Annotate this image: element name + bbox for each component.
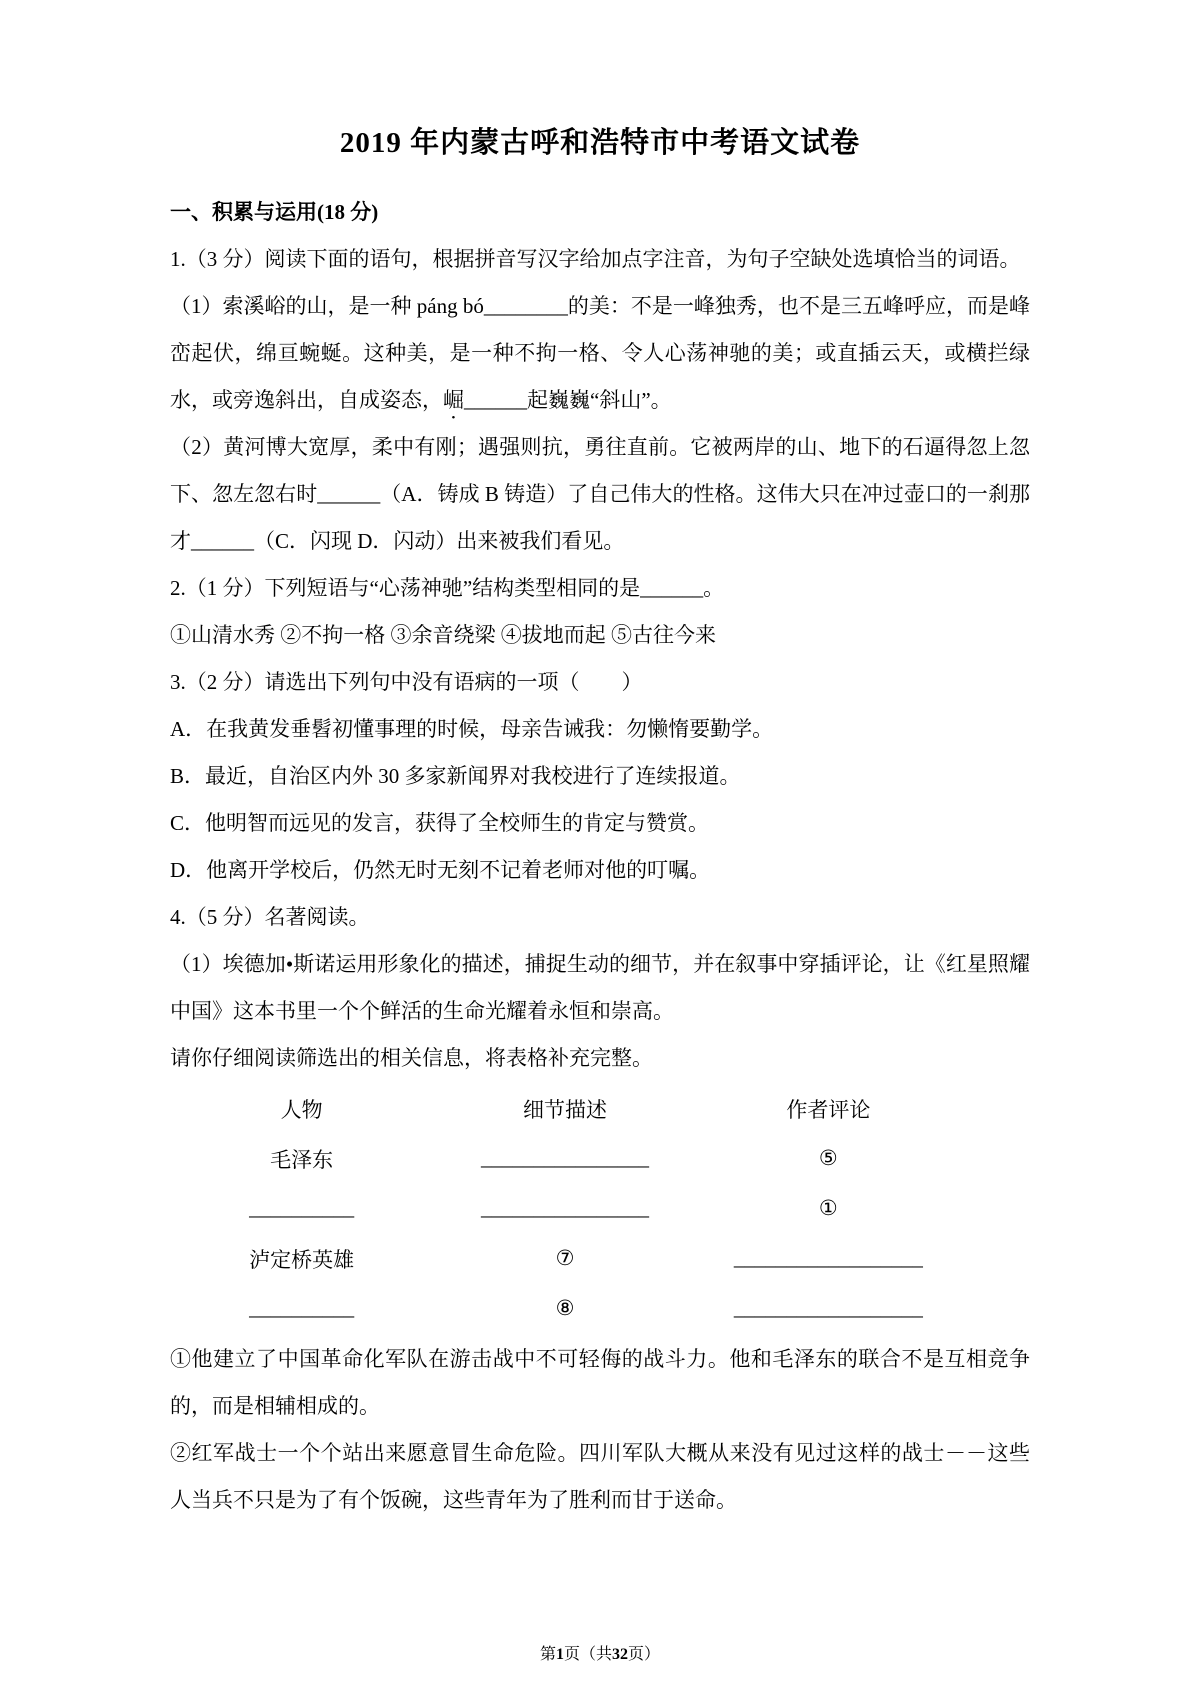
table-row <box>170 1284 960 1334</box>
table-cell-person-blank: __________ <box>249 1196 355 1221</box>
question-4-note-2: ②红军战士一个个站出来愿意冒生命危险。四川军队大概从来没有见过这样的战士－－这些人当兵不只是为了有个饭碗，这些青年为了胜利而甘于送命。 <box>170 1440 1030 1512</box>
table-cell-detail-blank: ________________ <box>480 1146 649 1171</box>
footer-text-suffix: 页） <box>628 1646 661 1663</box>
question-4-note-1: ①他建立了中国革命化军队在游击战中不可轻侮的战斗力。他和毛泽东的联合不是互相竞争的，而是相辅相成的。 <box>170 1346 1030 1418</box>
question-1-intro: 1.（3 分）阅读下面的语句，根据拼音写汉字给加点字注音，为句子空缺处选填恰当的词语。 <box>170 246 1021 271</box>
table-header-row <box>170 1084 960 1134</box>
section-1-heading: 一、积累与运用(18 分) <box>170 199 379 224</box>
table-row <box>170 1184 960 1234</box>
question-3-option-d: D．他离开学校后，仍然无时无刻不记着老师对他的叮嘱。 <box>170 857 711 882</box>
question-3-option-a: A．在我黄发垂髫初懂事理的时候，母亲告诫我：勿懒惰要勤学。 <box>170 716 774 741</box>
question-3-option-c: C．他明智而远见的发言，获得了全校师生的肯定与赞赏。 <box>170 810 710 835</box>
table-cell-person: 毛泽东 <box>270 1147 334 1172</box>
table-cell-comment-blank: __________________ <box>733 1296 923 1321</box>
footer-page-number: 1 <box>555 1646 564 1663</box>
fill-in-table <box>170 1084 960 1334</box>
question-2-stem: 2.（1 分）下列短语与“心荡神驰”结构类型相同的是______。 <box>170 575 725 600</box>
table-header-person: 人物 <box>280 1097 323 1122</box>
table-cell-detail: ⑦ <box>555 1246 575 1271</box>
page-footer <box>0 1641 1200 1664</box>
question-2-options: ①山清水秀 ②不拘一格 ③余音绕梁 ④拔地而起 ⑤古往今来 <box>170 622 716 647</box>
footer-total-pages: 32 <box>612 1646 628 1663</box>
table-cell-comment-blank: __________________ <box>733 1246 923 1271</box>
question-1-part1-rest: ______起巍巍“斜山”。 <box>464 387 672 412</box>
table-cell-person: 泸定桥英雄 <box>249 1247 355 1272</box>
question-4-table-intro: 请你仔细阅读筛选出的相关信息，将表格补充完整。 <box>170 1045 653 1070</box>
table-header-comment: 作者评论 <box>786 1097 871 1122</box>
question-4-part1: （1）埃德加•斯诺运用形象化的描述，捕捉生动的细节，并在叙事中穿插评论，让《红星照耀中国》这本书里一个个鲜活的生命光耀着永恒和崇高。 <box>170 951 1030 1023</box>
table-row <box>170 1134 960 1184</box>
question-1-part1-text: （1）索溪峪的山，是一种 páng bó________的美：不是一峰独秀，也不是三五峰呼应，而是峰峦起伏，绵亘蜿蜒。这种美，是一种不拘一格、令人心荡神驰的美；或直插云天，或横拦绿水，或旁逸斜出，自成姿态， <box>170 293 1030 412</box>
table-cell-comment: ① <box>818 1196 838 1221</box>
question-1-part1 <box>170 283 1030 424</box>
table-cell-person-blank: __________ <box>249 1296 355 1321</box>
table-cell-detail-blank: ________________ <box>480 1196 649 1221</box>
footer-text-middle: 页（共 <box>563 1646 612 1663</box>
footer-text-prefix: 第 <box>539 1646 556 1663</box>
table-row <box>170 1234 960 1284</box>
exam-title: 2019 年内蒙古呼和浩特市中考语文试卷 <box>339 127 861 159</box>
table-cell-comment: ⑤ <box>818 1146 838 1171</box>
table-header-detail: 细节描述 <box>522 1097 607 1122</box>
question-3-option-b: B．最近，自治区内外 30 多家新闻界对我校进行了连续报道。 <box>170 763 741 788</box>
question-4-stem: 4.（5 分）名著阅读。 <box>170 904 370 929</box>
dotted-character: 崛 <box>443 387 464 412</box>
question-1-part2: （2）黄河博大宽厚，柔中有刚；遇强则抗，勇往直前。它被两岸的山、地下的石逼得忽上忽下、忽左忽右时______（A．铸成 B 铸造）了自己伟大的性格。这伟大只在冲过壶口的一刹那才______（C．闪现 D．闪动）出来被我们看见。 <box>170 434 1030 553</box>
question-3-stem: 3.（2 分）请选出下列句中没有语病的一项（ ） <box>170 669 643 694</box>
table-cell-detail: ⑧ <box>555 1296 575 1321</box>
